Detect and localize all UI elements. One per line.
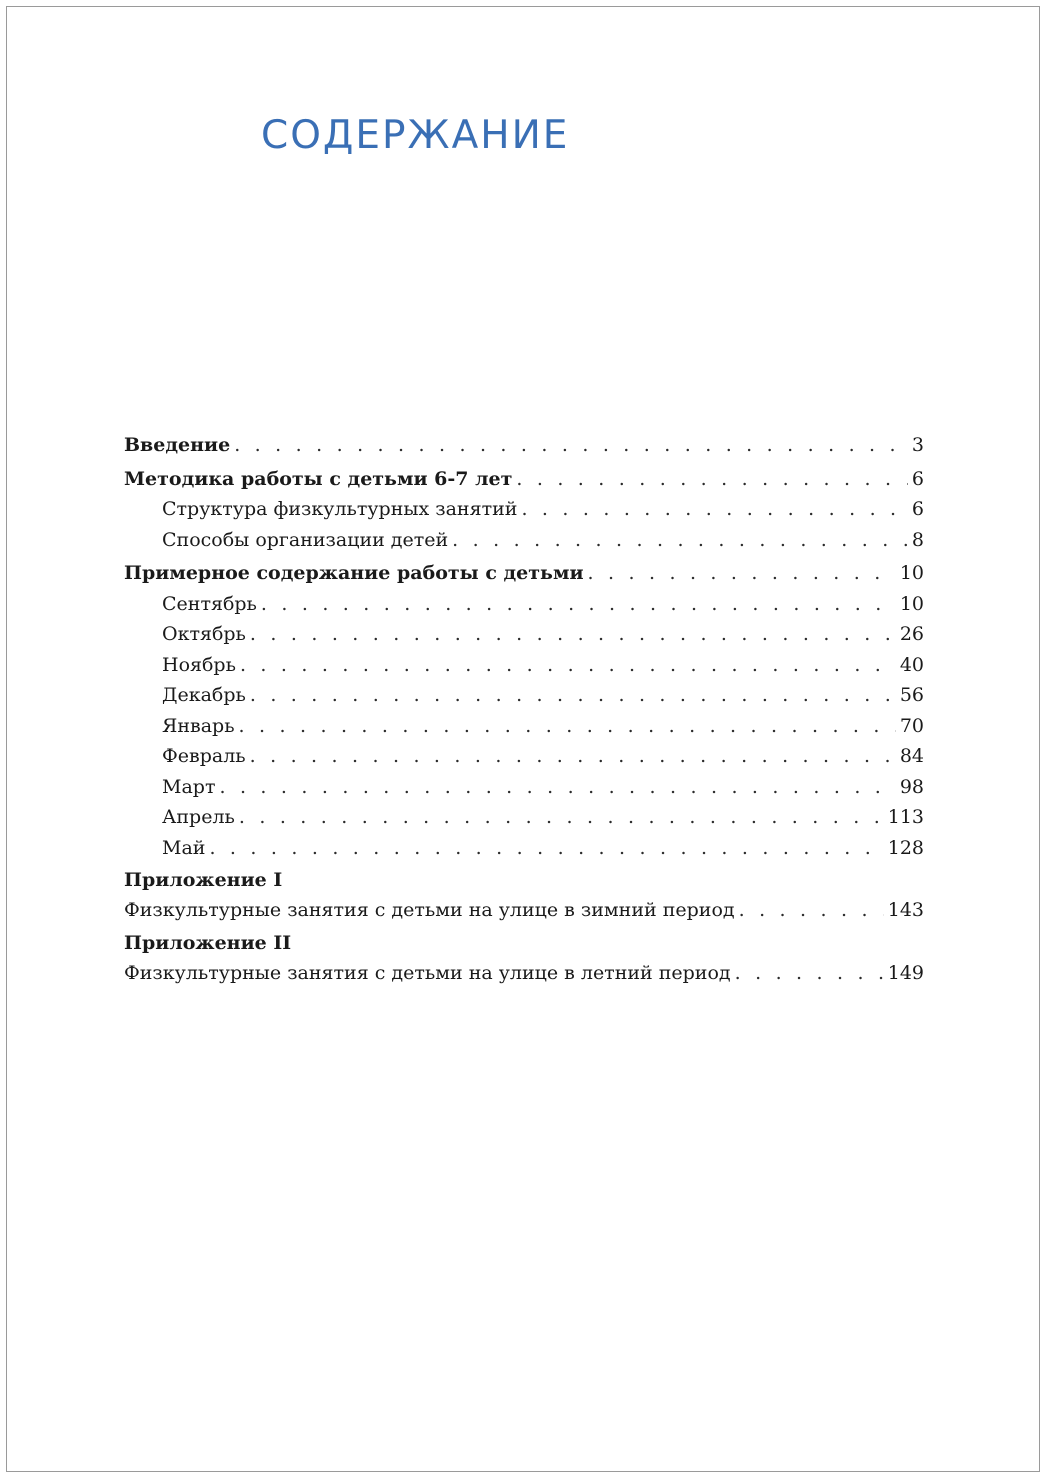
toc-page-number: 6	[911, 467, 924, 490]
toc-entry-label: Октябрь	[162, 623, 246, 645]
toc-entry-label: Введение	[124, 434, 231, 456]
dot-leader	[239, 802, 884, 833]
toc-entry-month[interactable]	[124, 741, 924, 772]
document-page	[6, 6, 1040, 1472]
toc-page-number: 26	[899, 623, 924, 645]
toc-entry-label: Апрель	[162, 806, 235, 828]
toc-entry-label: Физкультурные занятия с детьми на улице в летний период	[124, 961, 731, 984]
toc-entry-label: Структура физкультурных занятий	[162, 498, 518, 520]
dot-leader	[250, 680, 896, 711]
toc-entry-label: Март	[162, 775, 216, 798]
toc-entry-label: Май	[162, 836, 206, 859]
toc-page-number: 6	[911, 498, 924, 520]
toc-entry-appendix-2[interactable]	[124, 958, 924, 989]
toc-appendix-1-heading: Приложение I	[124, 869, 283, 891]
toc-appendix-2-heading: Приложение II	[124, 931, 292, 954]
toc-entry-label: Ноябрь	[162, 653, 236, 676]
dot-leader	[588, 558, 896, 589]
dot-leader	[234, 430, 908, 461]
toc-entry-label: Декабрь	[162, 684, 246, 706]
toc-page-number: 98	[899, 775, 924, 798]
dot-leader	[239, 711, 896, 742]
toc-page-number: 40	[899, 653, 924, 676]
toc-entry-appendix-1[interactable]	[124, 895, 924, 926]
toc-entry-label: Физкультурные занятия с детьми на улице в зимний период	[124, 899, 735, 921]
dot-leader	[250, 741, 896, 772]
dot-leader	[735, 958, 884, 989]
toc-entry-month[interactable]	[124, 711, 924, 742]
toc-entry-label: Способы организации детей	[162, 528, 449, 551]
toc-entry-month[interactable]	[124, 619, 924, 650]
toc-entry-month[interactable]	[124, 833, 924, 864]
toc-entry-intro[interactable]	[124, 430, 924, 461]
toc-page-number: 56	[899, 684, 924, 706]
toc-page-number: 84	[899, 745, 924, 767]
toc-entry-label: Примерное содержание работы с детьми	[124, 562, 584, 584]
dot-leader	[261, 589, 896, 620]
toc-entry-method[interactable]	[124, 464, 924, 495]
dot-leader	[516, 464, 908, 495]
toc-page-number: 70	[899, 714, 924, 737]
toc-entry-label: Февраль	[162, 745, 246, 767]
page-title: СОДЕРЖАНИЕ	[261, 113, 570, 158]
toc-entry-structure[interactable]	[124, 494, 924, 525]
toc-entry-label: Методика работы с детьми 6-7 лет	[124, 467, 513, 490]
toc-page-number: 3	[911, 434, 924, 456]
dot-leader	[521, 494, 907, 525]
toc-page-number: 128	[887, 836, 924, 859]
toc-page-number: 10	[899, 562, 924, 584]
toc-entry-month[interactable]	[124, 680, 924, 711]
toc-page-number: 8	[911, 528, 924, 551]
toc-page-number: 149	[887, 961, 924, 984]
dot-leader	[219, 772, 895, 803]
toc-page-number: 113	[887, 806, 924, 828]
toc-page-number: 143	[887, 899, 924, 921]
toc-entry-sample-content[interactable]	[124, 558, 924, 589]
toc-entry-organization[interactable]	[124, 525, 924, 556]
dot-leader	[739, 895, 884, 926]
toc-page-number: 10	[899, 592, 924, 615]
dot-leader	[240, 650, 896, 681]
toc-entry-month[interactable]	[124, 802, 924, 833]
dot-leader	[250, 619, 896, 650]
table-of-contents	[124, 430, 924, 988]
toc-entry-month[interactable]	[124, 772, 924, 803]
dot-leader	[209, 833, 883, 864]
toc-entry-label: Январь	[162, 714, 235, 737]
toc-entry-month[interactable]	[124, 589, 924, 620]
toc-entry-label: Сентябрь	[162, 592, 257, 615]
toc-entry-month[interactable]	[124, 650, 924, 681]
dot-leader	[452, 525, 908, 556]
